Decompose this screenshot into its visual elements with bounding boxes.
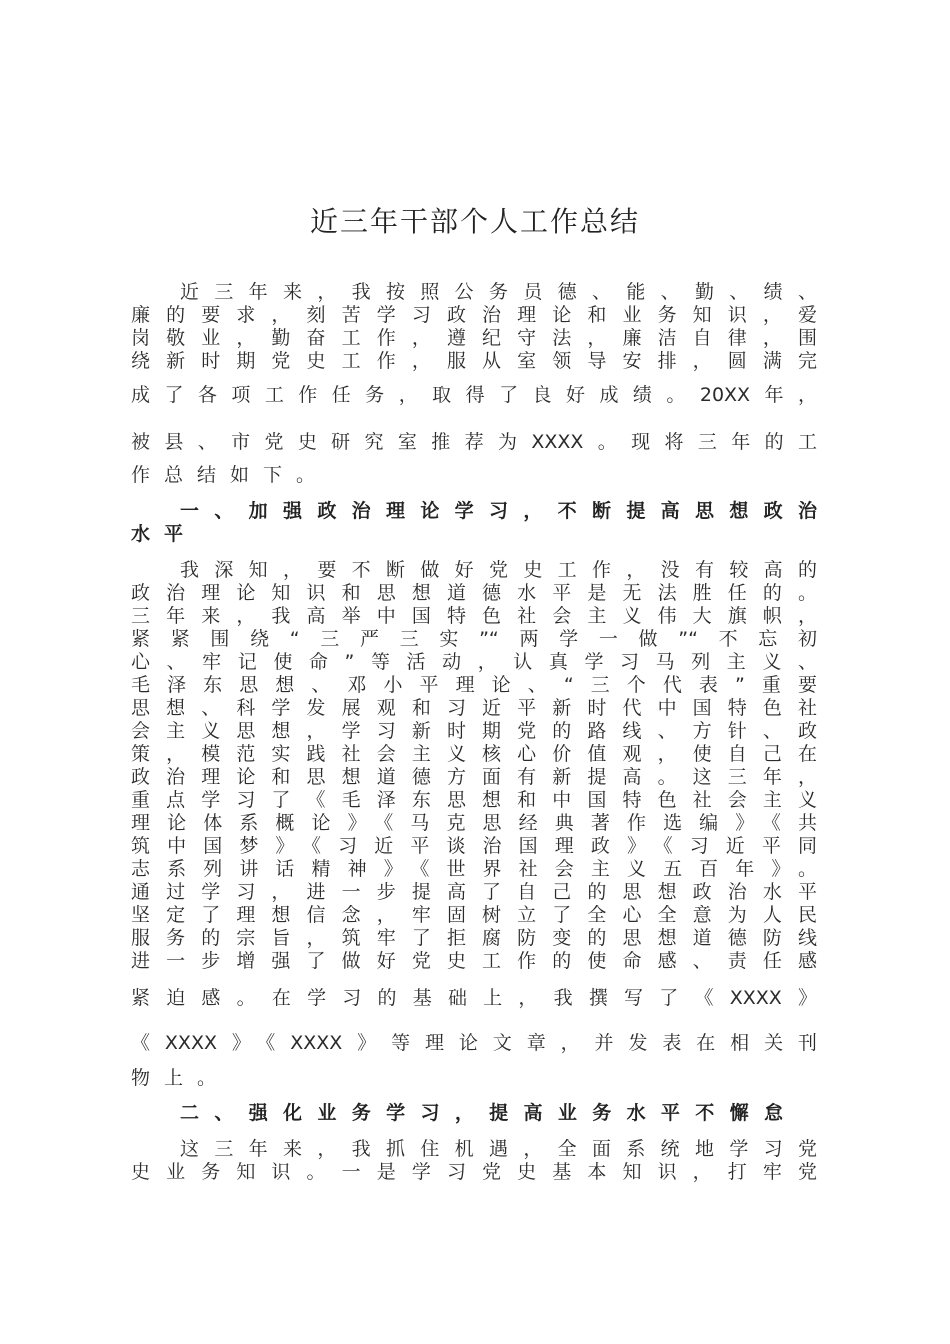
paragraph-line: 理论体系概论》《马克思经典著作选编》《共	[131, 812, 817, 834]
paragraph-line: 被县、市党史研究室推荐为XXXX。现将三年的工	[131, 431, 817, 453]
paragraph-line: 重点学习了《毛泽东思想和中国特色社会主义	[131, 789, 817, 811]
paragraph-line: 通过学习，进一步提高了自己的思想政治水平	[131, 881, 817, 903]
paragraph-line: 廉的要求，刻苦学习政治理论和业务知识，爱	[131, 304, 817, 326]
paragraph-line: 坚定了理想信念，牢固树立了全心全意为人民	[131, 904, 817, 926]
section-heading: 一、加强政治理论学习，不断提高思想政治	[180, 500, 817, 522]
paragraph-line: 服务的宗旨，筑牢了拒腐防变的思想道德防线	[131, 927, 817, 949]
paragraph-line: 毛泽东思想、邓小平理论、“三个代表”重要	[131, 674, 817, 696]
paragraph-line: 思想、科学发展观和习近平新时代中国特色社	[131, 697, 817, 719]
paragraph-line: 绕新时期党史工作，服从室领导安排，圆满完	[131, 350, 817, 372]
paragraph-line: 成了各项工作任务，取得了良好成绩。20XX年，	[131, 384, 817, 406]
paragraph-line: 岗敬业，勤奋工作，遵纪守法，廉洁自律，围	[131, 327, 817, 349]
paragraph-line: 策，模范实践社会主义核心价值观，使自己在	[131, 743, 817, 765]
document-title: 近三年干部个人工作总结	[309, 205, 640, 238]
paragraph-line: 会主义思想，学习新时期党的路线、方针、政	[131, 720, 817, 742]
paragraph-line: 进一步增强了做好党史工作的使命感、责任感	[131, 950, 817, 972]
paragraph-line: 这三年来，我抓住机遇，全面系统地学习党	[180, 1138, 817, 1160]
paragraph-line: 志系列讲话精神》《世界社会主义五百年》。	[131, 858, 817, 880]
paragraph-line: 三年来，我高举中国特色社会主义伟大旗帜，	[131, 605, 817, 627]
paragraph-line: 紧迫感。在学习的基础上，我撰写了《XXXX》	[131, 987, 817, 1009]
paragraph-line: 政治理论和思想道德方面有新提高。这三年，	[131, 766, 817, 788]
paragraph-line: 物上。	[131, 1067, 231, 1089]
paragraph-line: 《XXXX》《XXXX》等理论文章，并发表在相关刊	[131, 1032, 817, 1054]
paragraph-line: 近三年来，我按照公务员德、能、勤、绩、	[180, 281, 817, 303]
section-heading: 水平	[131, 523, 198, 545]
paragraph-line: 史业务知识。一是学习党史基本知识，打牢党	[131, 1161, 817, 1183]
paragraph-line: 政治理论知识和思想道德水平是无法胜任的。	[131, 582, 817, 604]
paragraph-line: 紧紧围绕“三严三实”“两学一做”“不忘初	[131, 628, 817, 650]
paragraph-line: 我深知，要不断做好党史工作，没有较高的	[180, 559, 817, 581]
paragraph-line: 作总结如下。	[131, 464, 330, 486]
paragraph-line: 心、牢记使命”等活动，认真学习马列主义、	[131, 651, 817, 673]
section-heading: 二、强化业务学习，提高业务水平不懈怠	[180, 1102, 783, 1124]
paragraph-line: 筑中国梦》《习近平谈治国理政》《习近平同	[131, 835, 817, 857]
